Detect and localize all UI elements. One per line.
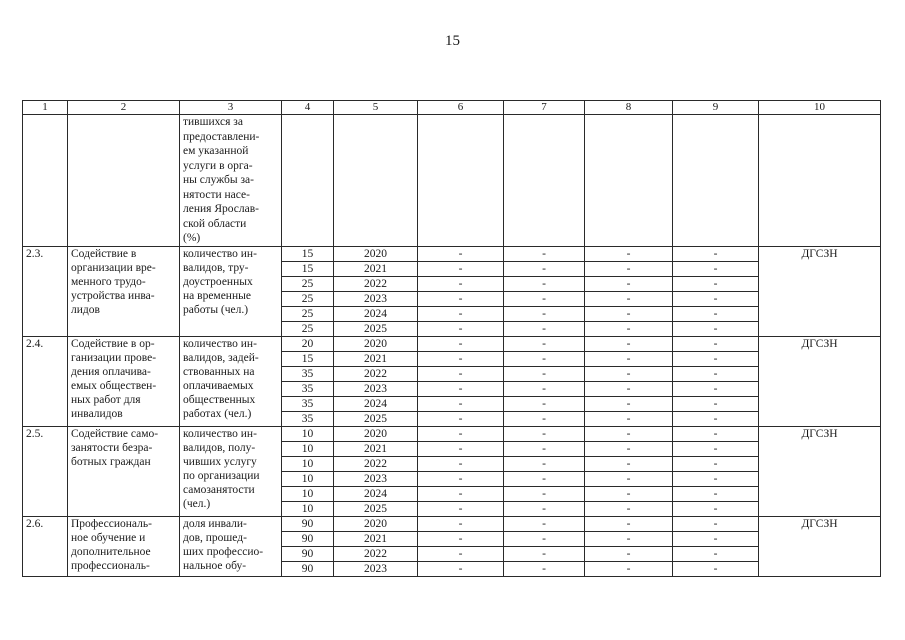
funding-cell: - <box>418 381 504 396</box>
table-row <box>23 246 881 261</box>
funding-cell: - <box>585 561 673 576</box>
value-cell: 25 <box>282 291 334 306</box>
funding-cell: - <box>585 246 673 261</box>
funding-cell: - <box>418 471 504 486</box>
header-cell: 10 <box>759 101 881 115</box>
funding-cell: - <box>418 396 504 411</box>
funding-cell: - <box>504 546 585 561</box>
funding-cell: - <box>673 261 759 276</box>
funding-cell: - <box>504 561 585 576</box>
funding-cell: - <box>504 261 585 276</box>
item-name: Содействие в организации вре- менного трудо- устройства инва- лидов <box>68 246 180 336</box>
year-cell: 2022 <box>334 456 418 471</box>
funding-cell: - <box>504 351 585 366</box>
value-cell: 90 <box>282 531 334 546</box>
funding-cell: - <box>504 531 585 546</box>
value-cell: 35 <box>282 381 334 396</box>
value-cell: 10 <box>282 426 334 441</box>
year-cell: 2020 <box>334 246 418 261</box>
table-row <box>23 426 881 441</box>
funding-cell: - <box>418 306 504 321</box>
year-cell: 2023 <box>334 291 418 306</box>
executor-cell: ДГСЗН <box>759 246 881 336</box>
funding-cell: - <box>673 411 759 426</box>
value-cell: 10 <box>282 441 334 456</box>
funding-cell: - <box>673 291 759 306</box>
header-cell: 2 <box>68 101 180 115</box>
year-cell: 2023 <box>334 471 418 486</box>
funding-cell: - <box>673 396 759 411</box>
funding-cell: - <box>418 291 504 306</box>
funding-cell: - <box>585 276 673 291</box>
funding-cell: - <box>585 411 673 426</box>
funding-cell: - <box>585 471 673 486</box>
year-cell: 2021 <box>334 441 418 456</box>
funding-cell: - <box>418 261 504 276</box>
funding-cell: - <box>673 366 759 381</box>
year-cell: 2024 <box>334 396 418 411</box>
value-cell: 25 <box>282 276 334 291</box>
funding-cell: - <box>673 381 759 396</box>
funding-cell: - <box>673 486 759 501</box>
funding-cell: - <box>585 501 673 516</box>
executor-cell: ДГСЗН <box>759 336 881 426</box>
indicator-cell: тившихся за предоставлени- ем указанной услуги в орга- ны службы за- нятости насе- ления Ярослав- ской области (%) <box>180 115 282 247</box>
header-cell: 4 <box>282 101 334 115</box>
funding-cell: - <box>504 246 585 261</box>
funding-cell: - <box>673 306 759 321</box>
item-number: 2.4. <box>23 336 68 426</box>
executor-cell: ДГСЗН <box>759 426 881 516</box>
funding-cell: - <box>673 246 759 261</box>
value-cell: 10 <box>282 501 334 516</box>
item-name: Содействие само- занятости безра- ботных граждан <box>68 426 180 516</box>
year-cell: 2020 <box>334 336 418 351</box>
indicator-cell: доля инвали- дов, прошед- ших профессио- нальное обу- <box>180 516 282 576</box>
funding-cell: - <box>418 411 504 426</box>
value-cell: 15 <box>282 351 334 366</box>
year-cell: 2022 <box>334 276 418 291</box>
value-cell: 15 <box>282 261 334 276</box>
value-cell: 10 <box>282 486 334 501</box>
header-cell: 5 <box>334 101 418 115</box>
funding-cell: - <box>673 546 759 561</box>
funding-cell: - <box>673 516 759 531</box>
value-cell: 35 <box>282 396 334 411</box>
funding-cell: - <box>504 366 585 381</box>
funding-cell: - <box>585 531 673 546</box>
funding-cell: - <box>418 486 504 501</box>
indicator-cell: количество ин- валидов, полу- чивших услугу по организации самозанятости (чел.) <box>180 426 282 516</box>
program-table <box>22 100 881 577</box>
funding-cell: - <box>673 441 759 456</box>
funding-cell: - <box>504 486 585 501</box>
value-cell: 90 <box>282 546 334 561</box>
year-cell: 2023 <box>334 561 418 576</box>
value-cell: 35 <box>282 366 334 381</box>
year-cell: 2024 <box>334 306 418 321</box>
funding-cell: - <box>585 516 673 531</box>
funding-cell: - <box>585 261 673 276</box>
year-cell: 2020 <box>334 426 418 441</box>
funding-cell: - <box>418 531 504 546</box>
year-cell: 2021 <box>334 261 418 276</box>
funding-cell: - <box>585 546 673 561</box>
year-cell: 2020 <box>334 516 418 531</box>
year-cell: 2022 <box>334 546 418 561</box>
header-cell: 1 <box>23 101 68 115</box>
item-number: 2.5. <box>23 426 68 516</box>
funding-cell: - <box>585 486 673 501</box>
funding-cell: - <box>418 351 504 366</box>
funding-cell: - <box>504 456 585 471</box>
funding-cell: - <box>418 321 504 336</box>
value-cell: 10 <box>282 456 334 471</box>
funding-cell: - <box>418 501 504 516</box>
table-row <box>23 516 881 531</box>
value-cell: 35 <box>282 411 334 426</box>
funding-cell: - <box>418 441 504 456</box>
funding-cell: - <box>673 351 759 366</box>
funding-cell: - <box>504 321 585 336</box>
funding-cell: - <box>504 426 585 441</box>
funding-cell: - <box>418 516 504 531</box>
funding-cell: - <box>585 291 673 306</box>
value-cell: 90 <box>282 516 334 531</box>
value-cell: 25 <box>282 306 334 321</box>
item-name: Содействие в ор- ганизации прове- дения оплачива- емых обществен- ных работ для инвалидов <box>68 336 180 426</box>
funding-cell: - <box>673 336 759 351</box>
funding-cell: - <box>673 501 759 516</box>
funding-cell: - <box>585 456 673 471</box>
funding-cell: - <box>418 246 504 261</box>
funding-cell: - <box>673 321 759 336</box>
page-number: 15 <box>445 33 460 49</box>
funding-cell: - <box>504 381 585 396</box>
year-cell: 2025 <box>334 411 418 426</box>
funding-cell: - <box>418 366 504 381</box>
funding-cell: - <box>418 276 504 291</box>
year-cell: 2025 <box>334 501 418 516</box>
funding-cell: - <box>673 456 759 471</box>
funding-cell: - <box>418 456 504 471</box>
header-cell: 9 <box>673 101 759 115</box>
funding-cell: - <box>673 561 759 576</box>
year-cell: 2021 <box>334 351 418 366</box>
continuation-row <box>23 115 881 247</box>
year-cell: 2025 <box>334 321 418 336</box>
funding-cell: - <box>504 471 585 486</box>
item-number: 2.3. <box>23 246 68 336</box>
value-cell: 20 <box>282 336 334 351</box>
header-cell: 8 <box>585 101 673 115</box>
year-cell: 2024 <box>334 486 418 501</box>
funding-cell: - <box>585 351 673 366</box>
header-cell: 6 <box>418 101 504 115</box>
funding-cell: - <box>504 276 585 291</box>
funding-cell: - <box>585 381 673 396</box>
table-row <box>23 336 881 351</box>
year-cell: 2022 <box>334 366 418 381</box>
value-cell: 90 <box>282 561 334 576</box>
header-cell: 7 <box>504 101 585 115</box>
funding-cell: - <box>585 306 673 321</box>
funding-cell: - <box>504 501 585 516</box>
funding-cell: - <box>418 336 504 351</box>
indicator-cell: количество ин- валидов, тру- доустроенных на временные работы (чел.) <box>180 246 282 336</box>
funding-cell: - <box>585 396 673 411</box>
funding-cell: - <box>673 276 759 291</box>
funding-cell: - <box>585 441 673 456</box>
funding-cell: - <box>673 531 759 546</box>
funding-cell: - <box>418 546 504 561</box>
funding-cell: - <box>585 321 673 336</box>
header-row <box>23 101 881 115</box>
funding-cell: - <box>585 426 673 441</box>
value-cell: 25 <box>282 321 334 336</box>
indicator-cell: количество ин- валидов, задей- ствованных на оплачиваемых общественных работах (чел.) <box>180 336 282 426</box>
funding-cell: - <box>504 411 585 426</box>
funding-cell: - <box>673 426 759 441</box>
funding-cell: - <box>504 336 585 351</box>
funding-cell: - <box>504 516 585 531</box>
funding-cell: - <box>504 291 585 306</box>
funding-cell: - <box>504 396 585 411</box>
value-cell: 15 <box>282 246 334 261</box>
funding-cell: - <box>585 366 673 381</box>
funding-cell: - <box>673 471 759 486</box>
item-name: Профессиональ- ное обучение и дополнительное профессиональ- <box>68 516 180 576</box>
funding-cell: - <box>504 306 585 321</box>
header-cell: 3 <box>180 101 282 115</box>
funding-cell: - <box>418 426 504 441</box>
year-cell: 2023 <box>334 381 418 396</box>
item-number: 2.6. <box>23 516 68 576</box>
year-cell: 2021 <box>334 531 418 546</box>
funding-cell: - <box>585 336 673 351</box>
value-cell: 10 <box>282 471 334 486</box>
funding-cell: - <box>504 441 585 456</box>
funding-cell: - <box>418 561 504 576</box>
executor-cell: ДГСЗН <box>759 516 881 576</box>
